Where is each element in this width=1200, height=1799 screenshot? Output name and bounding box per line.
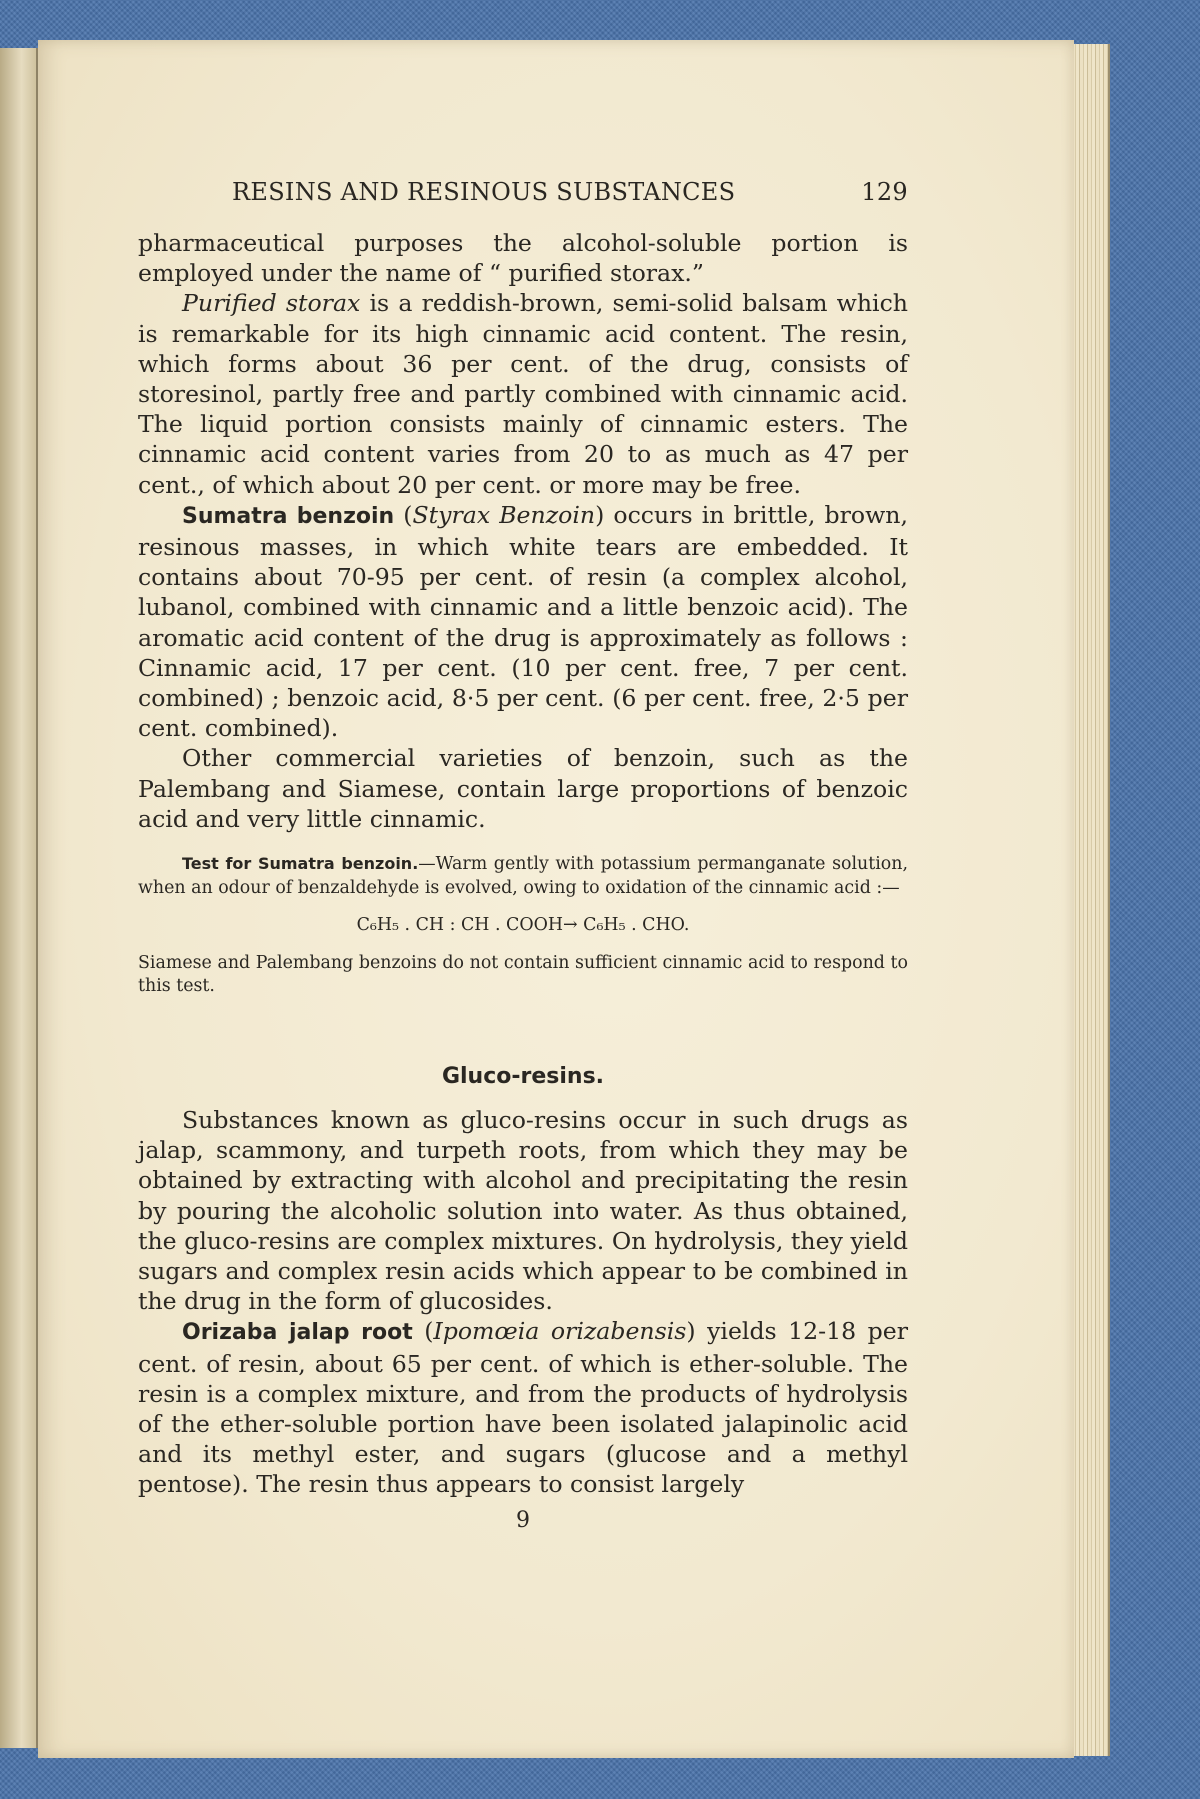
running-head-title: RESINS AND RESINOUS SUBSTANCES	[232, 178, 736, 206]
paragraph-text: pharmaceutical purposes the alcohol-soluble portion is employed under the name of “ purified storax.”	[138, 229, 908, 288]
paragraph	[138, 288, 908, 499]
test-text: —Warm gently with potassium permanganate solution, when an odour of benzaldehyde is evolved, owing to oxidation of the cinnamic acid :—	[138, 854, 908, 898]
running-head	[232, 178, 908, 206]
italic-term: Styrax Benzoin	[412, 500, 596, 529]
italic-term: Ipomœia orizabensis	[433, 1317, 687, 1346]
signature-mark: 9	[516, 1508, 530, 1533]
test-paragraph	[138, 852, 908, 900]
paragraph	[138, 1105, 908, 1316]
facing-page-edge	[0, 48, 38, 1748]
paragraph	[138, 743, 908, 834]
body-text-lower	[138, 1105, 908, 1500]
paren-open: (	[394, 500, 413, 529]
italic-term: Purified storax	[182, 289, 361, 318]
paren-open: (	[412, 1317, 434, 1346]
body-text-upper	[138, 228, 908, 834]
paragraph-text: Other commercial varieties of benzoin, such as the Palembang and Siamese, contain large proportions of benzoic acid and very little cinnamic.	[138, 744, 908, 833]
bold-term: Orizaba jalap root	[182, 1320, 413, 1346]
test-note: Siamese and Palembang benzoins do not contain sufficient cinnamic acid to respond to this test.	[138, 952, 908, 997]
page-stack-edge	[1072, 44, 1110, 1756]
paragraph-text: is a reddish-brown, semi-solid balsam which is remarkable for its high cinnamic acid content. The resin, which forms about 36 per cent. of the drug, consists of storesinol, partly free and partly combined with cinnamic acid. The liquid portion consists mainly of cinnamic esters. The cinnamic acid content varies from 20 to as much as 47 per cent., of which about 20 per cent. or more may be free.	[138, 289, 908, 499]
paragraph	[138, 228, 908, 288]
paragraph-text: ) occurs in brittle, brown, resinous masses, in which white tears are embedded. It contains about 70-95 per cent. of resin (a complex alcohol, lubanol, combined with cinnamic and a little benzoic acid). The aromatic acid content of the drug is approximately as follows : Cinnamic acid, 17 per cent. (10 per cent. free, 7 per cent. combined) ; benzoic acid, 8·5 per cent. (6 per cent. free, 2·5 per cent. combined).	[138, 500, 908, 743]
paragraph-text: Substances known as gluco-resins occur in such drugs as jalap, scammony, and turpeth roots, from which they may be obtained by extracting with alcohol and precipitating the resin by pouring the alcoholic solution into water. As thus obtained, the gluco-resins are complex mixtures. On hydrolysis, they yield sugars and complex resin acids which appear to be combined in the drug in the form of glucosides.	[138, 1106, 908, 1316]
section-heading: Gluco-resins.	[441, 1064, 605, 1089]
paragraph-text: ) yields 12-18 per cent. of resin, about 65 per cent. of which is ether-soluble. The resin is a complex mixture, and from the products of hydrolysis of the ether-soluble portion have been isolated jalapinolic acid and its methyl ester, and sugars (glucose and a methyl pentose). The resin thus appears to consist largely	[138, 1317, 908, 1499]
test-title: Test for Sumatra benzoin.	[182, 854, 419, 873]
test-block	[138, 852, 908, 999]
paragraph	[138, 500, 908, 744]
page-number: 129	[861, 178, 908, 206]
chemical-formula: C₆H₅ . CH : CH . COOH→ C₆H₅ . CHO.	[356, 915, 690, 936]
paragraph	[138, 1316, 908, 1499]
bold-term: Sumatra benzoin	[182, 503, 395, 529]
